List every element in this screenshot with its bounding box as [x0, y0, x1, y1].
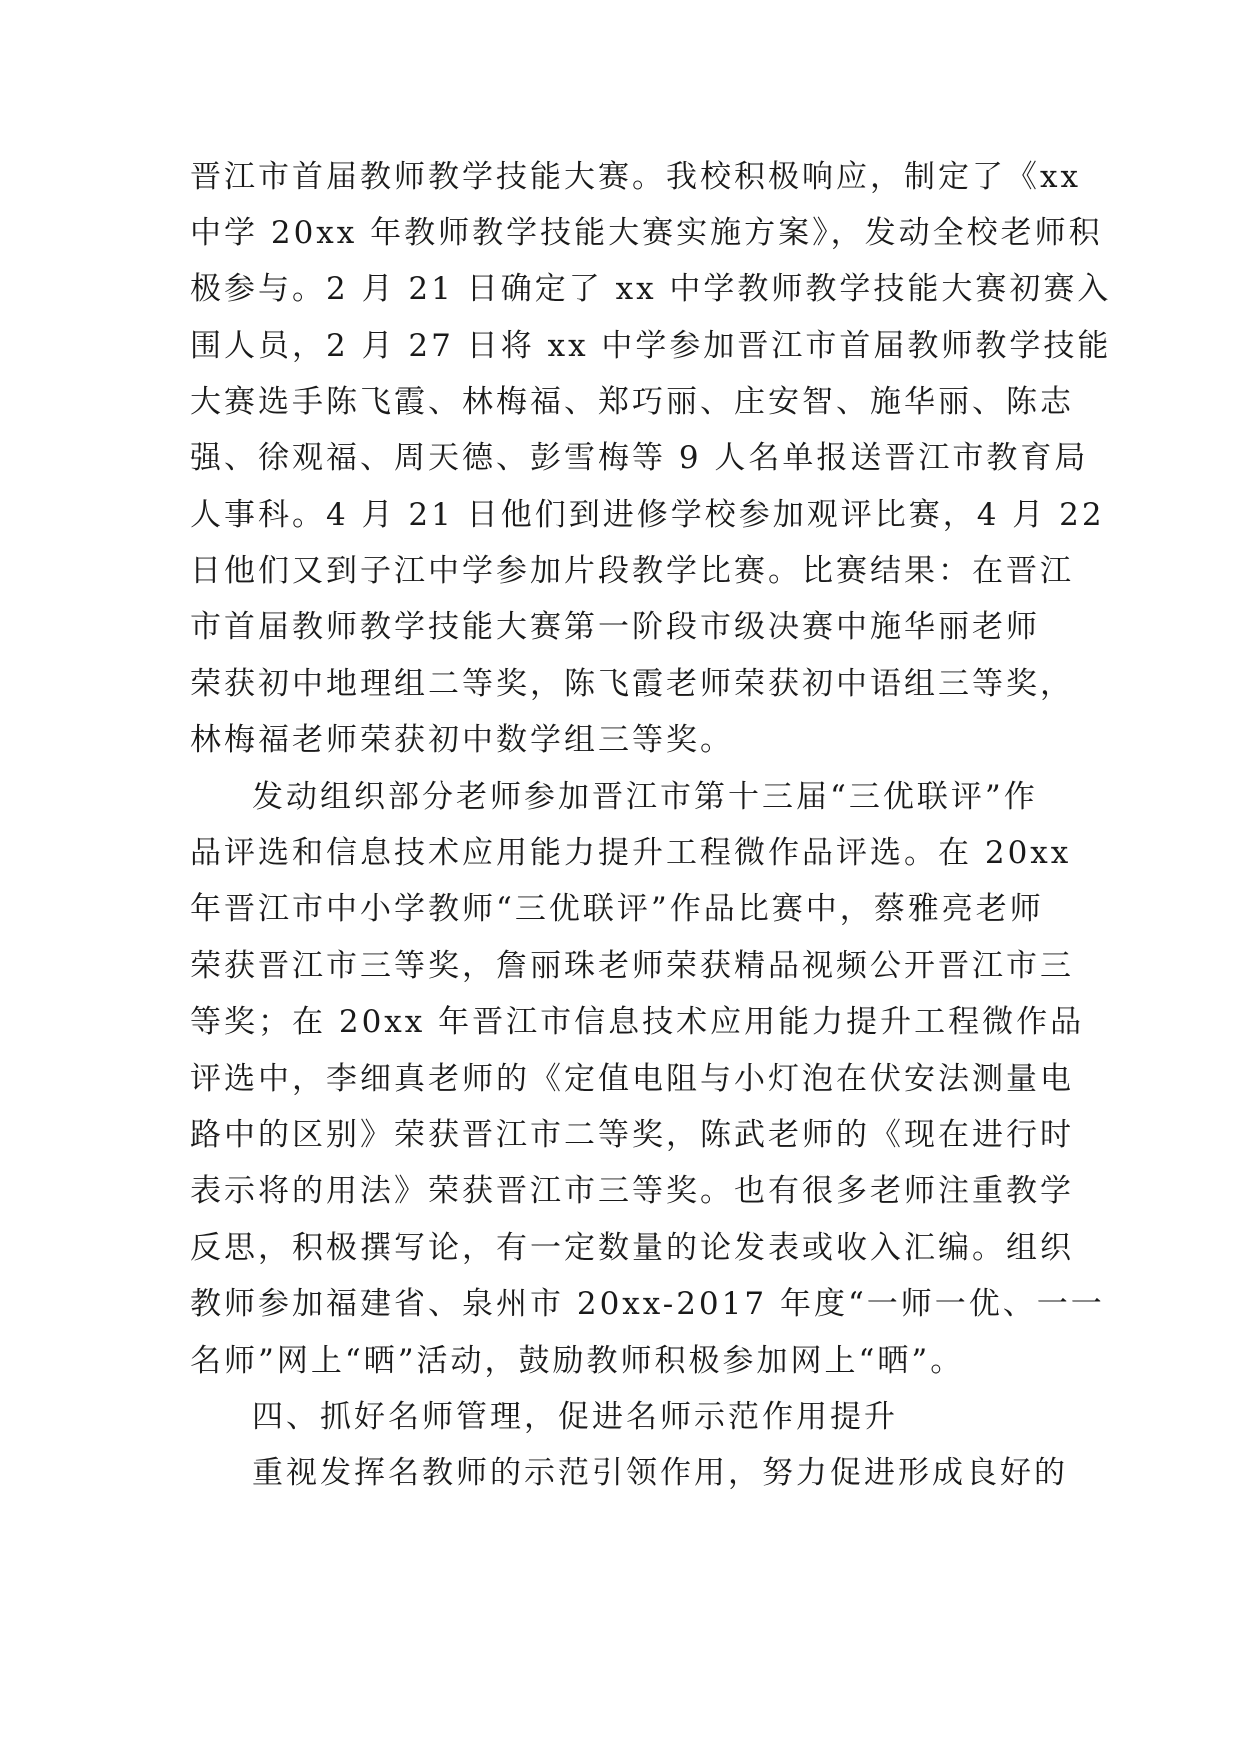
- paragraph-start-line: 重视发挥名教师的示范引领作用，努力促进形成良好的: [252, 1455, 1068, 1491]
- text-line: 名师”网上“晒”活动，鼓励教师积极参加网上“晒”。: [190, 1343, 965, 1379]
- text-line: 荣获晋江市三等奖，詹丽珠老师荣获精品视频公开晋江市三: [190, 948, 1074, 984]
- text-line: 等奖；在 20xx 年晋江市信息技术应用能力提升工程微作品: [190, 1004, 1085, 1040]
- text-line: 日他们又到子江中学参加片段教学比赛。比赛结果：在晋江: [190, 553, 1074, 589]
- text-line: 荣获初中地理组二等奖，陈飞霞老师荣获初中语组三等奖，: [190, 666, 1074, 702]
- text-line: 人事科。4 月 21 日他们到进修学校参加观评比赛，4 月 22: [190, 497, 1105, 533]
- text-line: 教师参加福建省、泉州市 20xx-2017 年度“一师一优、一一: [190, 1286, 1105, 1322]
- text-line: 林梅福老师荣获初中数学组三等奖。: [190, 722, 734, 758]
- section-heading: 四、抓好名师管理，促进名师示范作用提升: [252, 1399, 898, 1435]
- text-line: 大赛选手陈飞霞、林梅福、郑巧丽、庄安智、施华丽、陈志: [190, 384, 1074, 420]
- text-line: 强、徐观福、周天德、彭雪梅等 9 人名单报送晋江市教育局: [190, 440, 1089, 476]
- text-line: 晋江市首届教师教学技能大赛。我校积极响应，制定了《xx: [190, 159, 1081, 195]
- text-line: 路中的区别》荣获晋江市二等奖，陈武老师的《现在进行时: [190, 1117, 1074, 1153]
- text-line: 极参与。2 月 21 日确定了 xx 中学教师教学技能大赛初赛入: [190, 271, 1112, 307]
- text-line: 市首届教师教学技能大赛第一阶段市级决赛中施华丽老师: [190, 609, 1040, 645]
- text-line: 围人员，2 月 27 日将 xx 中学参加晋江市首届教师教学技能: [190, 328, 1112, 364]
- paragraph-start-line: 发动组织部分老师参加晋江市第十三届“三优联评”作: [252, 779, 1038, 815]
- text-line: 反思，积极撰写论，有一定数量的论发表或收入汇编。组织: [190, 1230, 1074, 1266]
- text-line: 中学 20xx 年教师教学技能大赛实施方案》，发动全校老师积: [190, 215, 1103, 251]
- text-line: 评选中，李细真老师的《定值电阻与小灯泡在伏安法测量电: [190, 1061, 1074, 1097]
- text-line: 表示将的用法》荣获晋江市三等奖。也有很多老师注重教学: [190, 1173, 1074, 1209]
- text-line: 年晋江市中小学教师“三优联评”作品比赛中，蔡雅亮老师: [190, 891, 1044, 927]
- text-line: 品评选和信息技术应用能力提升工程微作品评选。在 20xx: [190, 835, 1072, 871]
